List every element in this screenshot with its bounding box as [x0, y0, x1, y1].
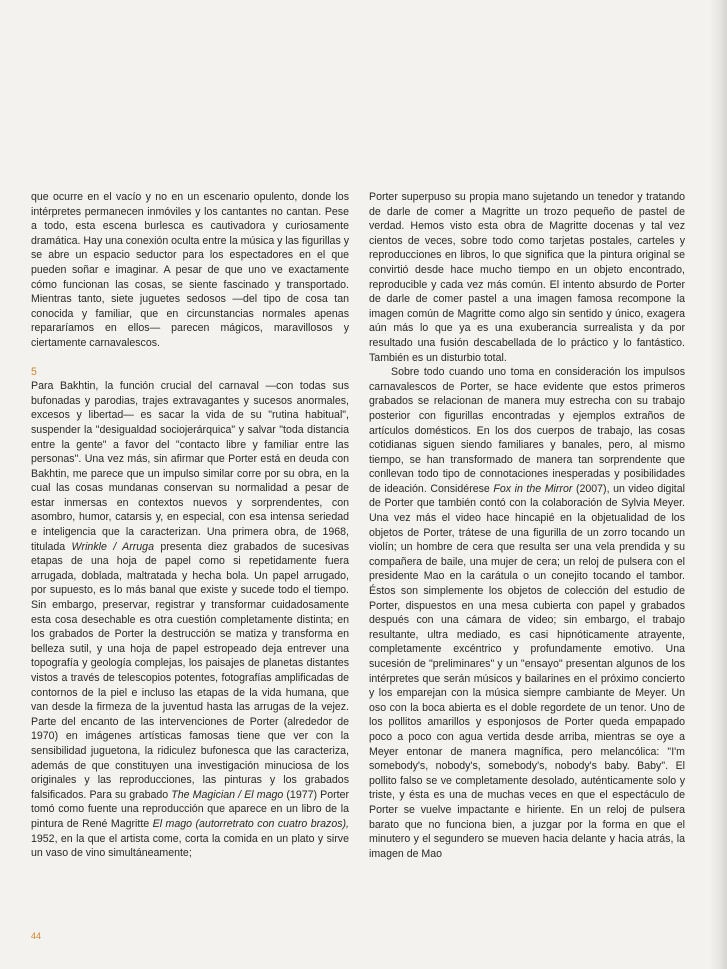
paragraph [369, 365, 685, 861]
right-column [369, 190, 685, 861]
artwork-title: Fox in the Mirror [493, 482, 573, 495]
artwork-title: The Magician / El mago [171, 788, 284, 801]
text-run: (2007), un video digital de Porter que también contó con la colaboración de Sylvia Meyer. Una vez más el video hace hincapié en la objetualidad de los objetos de Porter, trátese de una figurilla de un zorro tocando un violín; un hombre de cera que resulta ser una vela prendida y su compañera de baile, una mujer de cera; un reloj de pulsera con el presidente Mao en la carátula o un conejito tocando el tambor. Éstos son simplemente los objetos de colección del estudio de Porter, dispuestos en una mesa cubierta con papel y grabados después con una cámara de video; sin embargo, el trabajo resultante, ultra mediado, es casi hipnóticamente atrayente, completamente excéntrico y profundamente emotivo. Una sucesión de "preliminares" y un "ensayo" presentan algunos de los intérpretes que serán músicos y bailarines en el próximo concierto y los emparejan con la música siempre cambiante de Meyer. Un oso con la boca abierta es el doble regordete de un tenor. Uno de los pollitos amarillos y esponjosos de Porter queda empapado poco a poco con agua vertida desde arriba, mientras se oye a Meyer entonar de manera magnífica, pero melancólica: "I'm somebody's, nobody's, somebody's, nobody's baby. Baby". El pollito falso se ve completamente desolado, auténticamente solo y triste, y ésta es una de muchas veces en que el espectáculo de Porter se vuelve impactante e hiriente. En un reloj de pulsera barato que no funciona bien, a juzgar por la forma en que el minutero y el segundero se mueven hacia delante y hacia atrás, la imagen de Mao [369, 482, 685, 860]
text-run: (1977) Porter tomó como fuente una reproducción que aparece en un libro de la pintura de René Magritte [31, 788, 349, 830]
artwork-title: Wrinkle / Arruga [71, 540, 154, 553]
text-run: Para Bakhtin, la función crucial del carnaval —con todas sus bufonadas y parodias, trajes extravagantes y sucesos anormales, excesos y libertad— es sacar la vida de su "rutina habitual", suspender la "desigualdad sociojerárquica" y salvar "toda distancia entre la gente" a favor del "contacto libre y familiar entre las personas". Una vez más, sin afirmar que Porter está en deuda con Bakhtin, me parece que un impulso similar corre por su obra, en la cual las cosas mundanas conservan su normalidad a pesar de estar inmersas en contextos nuevos y sorprendentes, con asombro, humor, catarsis y, en especial, con esa intensa seriedad e inteligencia que la caracterizan. Una primera obra, de 1968, titulada [31, 380, 349, 553]
text-run: presenta diez grabados de sucesivas etapas de una hoja de papel como si repetidamente fuera arrugada, doblada, maltratada y hecha bola. Un papel arrugado, por supuesto, es lo más banal que existe y sucede todo el tiempo. Sin embargo, preservar, registrar y transformar cuidadosamente esta cosa desechable es otra cuestión completamente distinta; en los grabados de Porter la destrucción se matiza y transforma en belleza sutil, y una hoja de papel estropeado deja entrever una topografía y geología complejas, los paisajes de planetas distantes vistos a través de telescopios potentes, fotografías amplificadas de contornos de la piel e incluso las etapas de la vida humana, que van desde la firmeza de la juventud hasta las arrugas de la vejez. Parte del encanto de las intervenciones de Porter (alrededor de 1970) en imágenes artísticas famosas tiene que ver con la sensibilidad juguetona, la ridiculez bufonesca que las caracteriza, además de que constituyen una investigación minuciosa de los originales y las reproducciones, las pinturas y los grabados falsificados. Para su grabado [31, 540, 349, 801]
text-run: Sobre todo cuando uno toma en consideración los impulsos carnavalescos de Porter, se hace evidente que estos primeros grabados se relacionan de manera muy estrecha con su trabajo posterior con figurillas encontradas y ejemplos extraños de artículos domésticos. En los dos cuerpos de trabajo, las cosas cotidianas siguen siendo familiares y banales, pero, al mismo tiempo, se han transformado de manera tan sorprendente que conllevan todo tipo de connotaciones inesperadas y posibilidades de ideación. Considérese [369, 366, 685, 495]
artwork-title: El mago (autorretrato con cuatro brazos), [152, 817, 350, 830]
page-gutter-shadow [709, 0, 727, 969]
section-number: 5 [31, 365, 37, 378]
page-number: 44 [31, 931, 42, 941]
left-column [31, 190, 349, 861]
paragraph: que ocurre en el vacío y no en un escenario opulento, donde los intérpretes permanecen inmóviles y los cantantes no cantan. Pese a todo, esta escena burlesca es cautivadora y curiosamente dramática. Hay una conexión oculta entre la música y las figurillas y se abre un espacio seductor para los espectadores en el que pueden soñar e imaginar. A pesar de que uno ve exactamente cómo funcionan las cosas, se siente fascinado y transportado. Mientras tanto, siete juguetes sedosos —del tipo de cosa tan conocida y familiar, que en circunstancias normales apenas repararíamos en ellos— parecen mágicos, maravillosos y ciertamente carnavalescos. [31, 191, 349, 349]
paragraph: Porter superpuso su propia mano sujetando un tenedor y tratando de darle de comer a Magritte un trozo pequeño de pastel de verdad. Hemos visto esta obra de Magritte docenas y tal vez cientos de veces, sobre todo como tarjetas postales, carteles y reproducciones en libros, lo que significa que la pintura original se convirtió desde hace mucho tiempo en un objeto encontrado, reproducible y cada vez más común. El intento absurdo de Porter de darle de comer pastel a una imagen famosa recompone la imagen común de Magritte como algo sin sentido y único, exagera aún más lo que ya es una exuberancia surrealista y da por resultado una fusión descabellada de lo práctico y lo fantástico. También es un disturbio total. [369, 191, 685, 364]
text-run: 1952, en la que el artista come, corta la comida en un plato y sirve un vaso de vino simultáneamente; [31, 832, 349, 860]
paragraph [31, 379, 349, 861]
